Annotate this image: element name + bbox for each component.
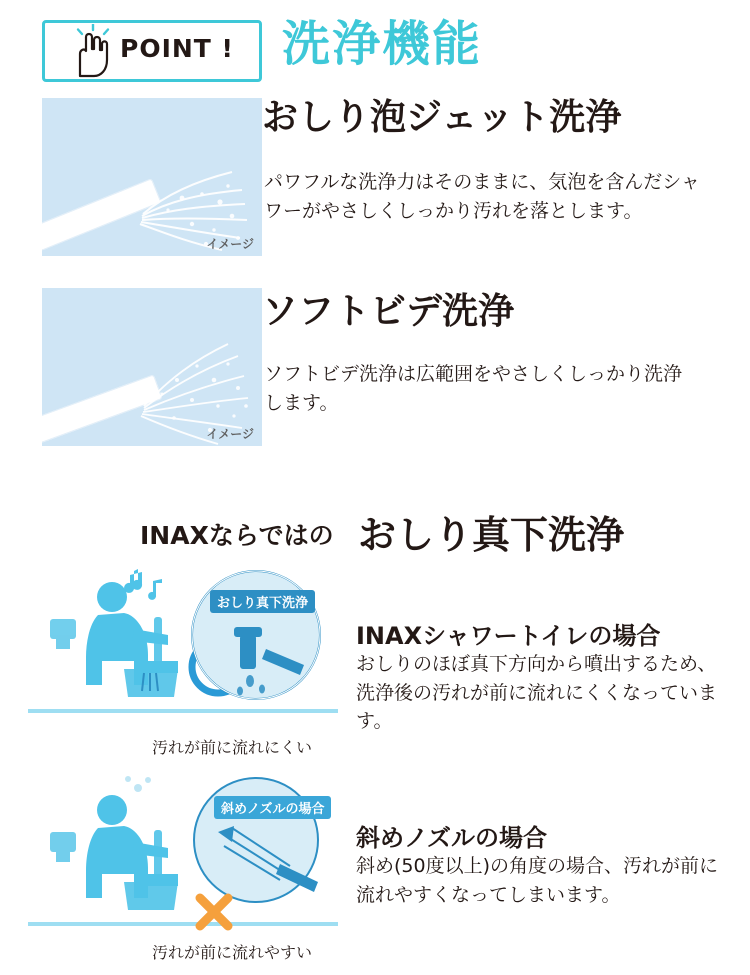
illustration-inax-case <box>28 557 338 729</box>
illustration-slant-nozzle-case <box>28 770 338 942</box>
photo-oshiri-awa-jet <box>42 98 262 256</box>
point-badge-label: POINT ! <box>120 34 234 63</box>
photo-caption: イメージ <box>206 237 254 251</box>
mid-heading-small: INAXならではの <box>140 521 334 550</box>
comparison-body-inax: おしりのほぼ真下方向から噴出するため、洗浄後の汚れが前に流れにくくなっています。 <box>356 653 718 732</box>
page-title: 洗浄機能 <box>282 16 483 72</box>
mid-heading-large: おしり真下洗浄 <box>358 513 625 557</box>
photo-caption: イメージ <box>206 427 254 441</box>
pointing-hand-icon <box>60 24 118 80</box>
spray-illustration <box>42 98 262 256</box>
illustration-caption-slant: 汚れが前に流れやすい <box>152 943 313 962</box>
spray-illustration <box>42 288 262 446</box>
section-body-soft-bidet: ソフトビデ洗浄は広範囲をやさしくしっかり洗浄します。 <box>264 363 683 414</box>
section-body-awa-jet: パワフルな洗浄力はそのままに、気泡を含んだシャワーがやさしくしっかり汚れを落とします。 <box>264 171 700 222</box>
zoom-label-inax: おしり真下洗浄 <box>210 590 315 613</box>
zoom-label-slant: 斜めノズルの場合 <box>214 796 331 819</box>
illustration-caption-inax: 汚れが前に流れにくい <box>152 738 313 757</box>
point-badge <box>42 20 262 82</box>
section-title-soft-bidet: ソフトビデ洗浄 <box>262 291 515 332</box>
comparison-body-slant: 斜め(50度以上)の角度の場合、汚れが前に流れやすくなってしまいます。 <box>356 855 719 906</box>
photo-soft-bidet <box>42 288 262 446</box>
comparison-title-slant: 斜めノズルの場合 <box>356 824 548 852</box>
section-title-awa-jet: おしり泡ジェット洗浄 <box>262 97 622 138</box>
comparison-title-inax: INAXシャワートイレの場合 <box>356 622 661 650</box>
